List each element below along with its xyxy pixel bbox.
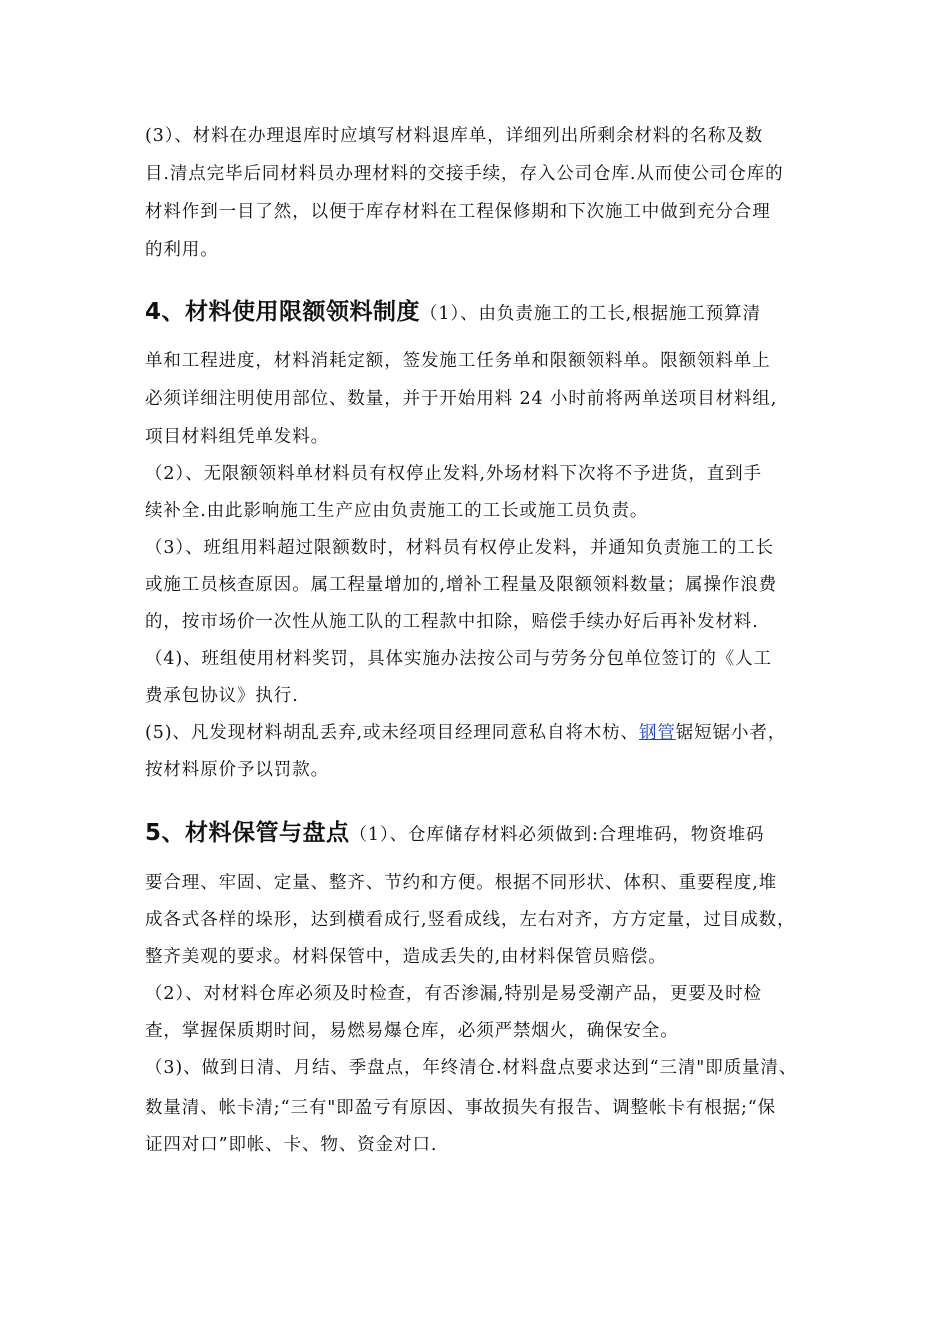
paragraph-line: （3）、班组用料超过限额数时，材料员有权停止发料，并通知负责施工的工长 [145, 538, 774, 558]
section-4-line [145, 295, 761, 329]
paragraph-line: 单和工程进度，材料消耗定额，签发施工任务单和限额领料单。限额领料单上 [145, 351, 771, 371]
paragraph-line: 续补全.由此影响施工生产应由负责施工的工长或施工员负责。 [145, 501, 649, 521]
paragraph-line: 成各式各样的垛形，达到横看成行,竖看成线，左右对齐，方方定量，过目成数， [145, 910, 796, 930]
section-5-line [145, 816, 764, 850]
paragraph-line: 材料作到一目了然，以便于库存材料在工程保修期和下次施工中做到充分合理 [145, 202, 771, 222]
paragraph-line: 费承包协议》执行. [145, 686, 299, 706]
paragraph-line: 整齐美观的要求。材料保管中，造成丢失的,由材料保管员赔偿。 [145, 947, 667, 967]
paragraph-line: 数量清、帐卡清;“三有"即盈亏有原因、事故损失有报告、调整帐卡有根据;“保 [145, 1098, 777, 1118]
line-text: 锯短锯小者， [675, 723, 787, 743]
paragraph-line: 的，按市场价一次性从施工队的工程款中扣除，赔偿手续办好后再补发材料. [145, 612, 759, 632]
section-5-heading: 5、材料保管与盘点 [145, 820, 350, 846]
section-4-intro: （1）、由负责施工的工长,根据施工预算清 [420, 304, 761, 324]
paragraph-line: （2）、无限额领料单材料员有权停止发料,外场材料下次将不予进货，直到手 [145, 464, 762, 484]
paragraph-line: 要合理、牢固、定量、整齐、节约和方便。根据不同形状、体积、重要程度,堆 [145, 873, 778, 893]
paragraph-line: 按材料原价予以罚款。 [145, 760, 329, 780]
section-5-intro: （1）、仓库储存材料必须做到:合理堆码，物资堆码 [349, 825, 765, 845]
paragraph-line [145, 721, 786, 745]
paragraph-line: 证四对口”即帐、卡、物、资金对口. [145, 1135, 438, 1155]
paragraph-line: （3)、做到日清、月结、季盘点，年终清仓.材料盘点要求达到“三清"即质量清、 [145, 1058, 798, 1078]
paragraph-line: （2）、对材料仓库必须及时检查，有否渗漏,特别是易受潮产品，更要及时检 [145, 984, 762, 1004]
section-4-heading: 4、材料使用限额领料制度 [145, 299, 421, 325]
paragraph-line: 的利用。 [145, 240, 219, 260]
line-text: (5)、凡发现材料胡乱丢弃,或未经项目经理同意私自将木枋、 [145, 723, 639, 743]
paragraph-line: 或施工员核查原因。属工程量增加的,增补工程量及限额领料数量；属操作浪费 [145, 575, 778, 595]
paragraph-line: 必须详细注明使用部位、数量，并于开始用料 24 小时前将两单送项目材料组, [145, 389, 778, 409]
steel-pipe-link[interactable]: 钢管 [638, 723, 676, 743]
paragraph-line: 目.清点完毕后同材料员办理材料的交接手续，存入公司仓库.从而使公司仓库的 [145, 164, 784, 184]
paragraph-line: (3）、材料在办理退库时应填写材料退库单，详细列出所剩余材料的名称及数 [145, 126, 764, 146]
paragraph-line: 项目材料组凭单发料。 [145, 427, 329, 447]
paragraph-line: （4)、班组使用材料奖罚，具体实施办法按公司与劳务分包单位签订的《人工 [145, 649, 772, 669]
paragraph-line: 查，掌握保质期时间，易燃易爆仓库，必须严禁烟火，确保安全。 [145, 1021, 679, 1041]
